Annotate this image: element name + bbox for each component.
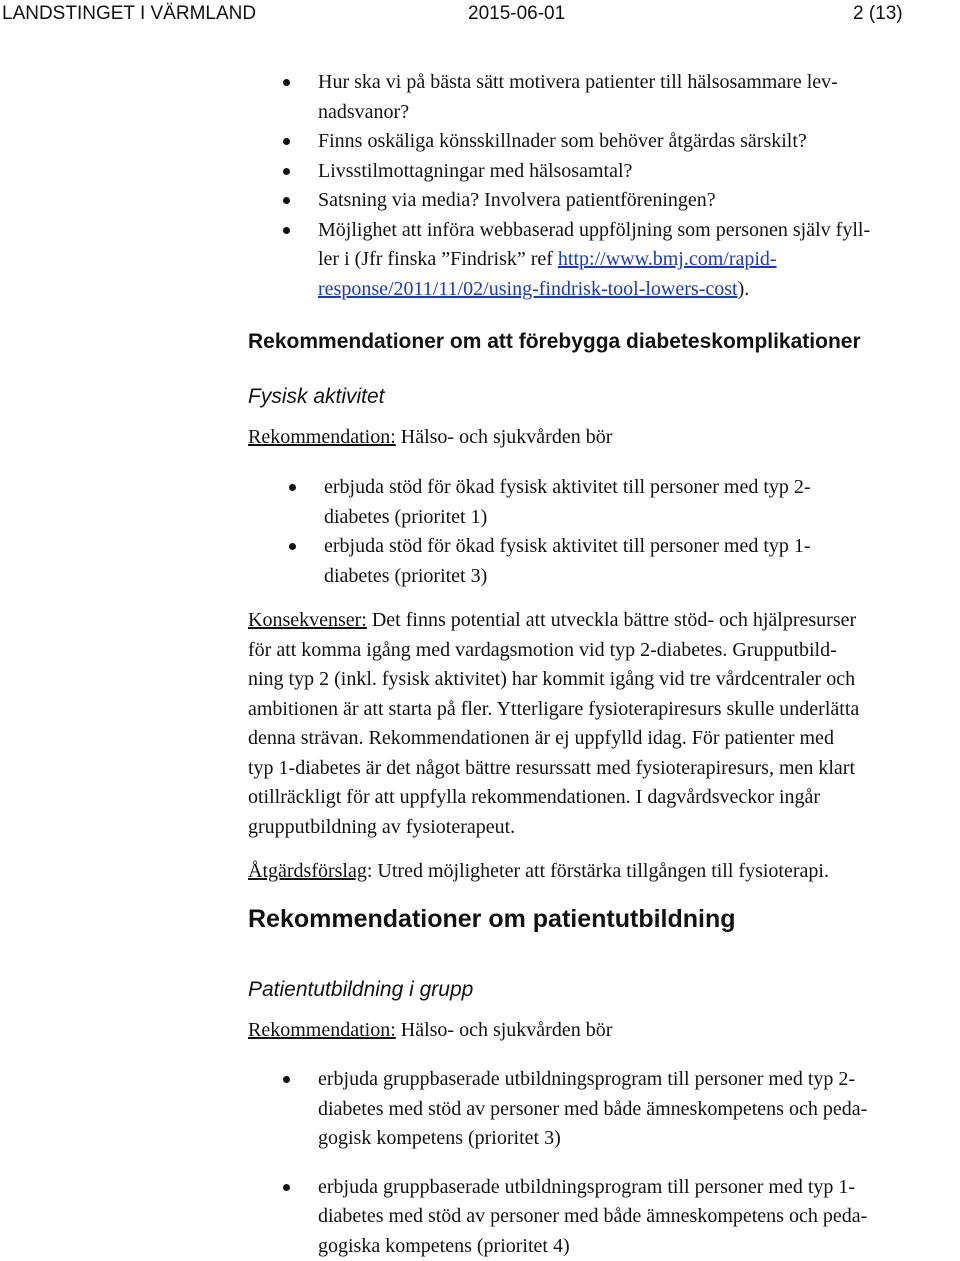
paragraph-line: ambitionen är att starta på fler. Ytterligare fysioterapiresurs skulle underlätta <box>248 695 958 725</box>
bullet-icon <box>283 197 290 204</box>
paragraph-line: otillräckligt för att uppfylla rekommendationen. I dagvårdsveckor ingår <box>248 783 958 813</box>
paragraph-line: Det finns potential att utveckla bättre stöd- och hjälpresurser <box>367 609 856 631</box>
list-item-text: diabetes (prioritet 3) <box>324 562 954 592</box>
header-organization: LANDSTINGET I VÄRMLAND <box>2 3 256 25</box>
list-item-text: Hur ska vi på bästa sätt motivera patienter till hälsosammare lev- <box>318 68 958 98</box>
recommendation-text: Hälso- och sjukvården bör <box>396 1019 613 1041</box>
findrisk-link-part2[interactable]: response/2011/11/02/using-findrisk-tool-lowers-cost <box>318 278 738 300</box>
subheading-group-education: Patientutbildning i grupp <box>248 978 473 1002</box>
findrisk-text: ler i (Jfr finska ”Findrisk” ref <box>318 248 558 270</box>
action-proposal <box>248 857 829 887</box>
list-item-text: Satsning via media? Involvera patientföreningen? <box>318 186 958 216</box>
action-proposal-label: Åtgärdsförslag <box>248 860 367 882</box>
subheading-physical-activity: Fysisk aktivitet <box>248 385 385 409</box>
list-item <box>318 157 958 187</box>
list-item-text: diabetes med stöd av personer med både ämneskompetens och peda- <box>318 1095 958 1125</box>
section-heading-complications: Rekommendationer om att förebygga diabeteskomplikationer <box>248 330 861 354</box>
bullet-icon <box>289 543 296 550</box>
list-item <box>324 473 954 532</box>
list-item-text: nadsvanor? <box>318 98 958 128</box>
list-item-text: diabetes med stöd av personer med både ämneskompetens och peda- <box>318 1202 958 1232</box>
list-item <box>318 68 958 127</box>
list-item-text: Finns oskäliga könsskillnader som behöver åtgärdas särskilt? <box>318 127 958 157</box>
list-item-text: gogiska kompetens (prioritet 4) <box>318 1232 958 1261</box>
list-item <box>324 532 954 591</box>
list-item-text: erbjuda stöd för ökad fysisk aktivitet till personer med typ 2- <box>324 473 954 503</box>
list-item-text: diabetes (prioritet 1) <box>324 503 954 533</box>
paragraph-line: grupputbildning av fysioterapeut. <box>248 813 958 843</box>
findrisk-link-part1[interactable]: http://www.bmj.com/rapid- <box>558 248 777 270</box>
list-item <box>318 1173 958 1261</box>
consequences-paragraph <box>248 606 958 842</box>
list-item <box>318 186 958 216</box>
consequences-label: Konsekvenser: <box>248 609 367 631</box>
list-item-text: gogisk kompetens (prioritet 3) <box>318 1124 958 1154</box>
physical-activity-bullet-list <box>324 473 954 591</box>
bullet-icon <box>283 227 290 234</box>
bullet-icon <box>283 1184 290 1191</box>
recommendation-label: Rekommendation: <box>248 426 396 448</box>
page-header <box>0 3 960 25</box>
list-item <box>318 1065 958 1154</box>
header-page-number: 2 (13) <box>853 3 903 25</box>
list-item-text: Livsstilmottagningar med hälsosamtal? <box>318 157 958 187</box>
bullet-icon <box>283 168 290 175</box>
list-item-text: Möjlighet att införa webbaserad uppföljning som personen själv fyll- <box>318 216 958 246</box>
recommendation-line <box>248 423 612 453</box>
list-item-text: erbjuda stöd för ökad fysisk aktivitet till personer med typ 1- <box>324 532 954 562</box>
findrisk-line-2 <box>318 275 958 305</box>
action-proposal-text: : Utred möjligheter att förstärka tillgången till fysioterapi. <box>367 860 829 882</box>
bullet-icon <box>289 484 296 491</box>
findrisk-line <box>318 245 958 275</box>
list-item <box>318 127 958 157</box>
patient-education-bullet-list <box>318 1065 958 1261</box>
bullet-icon <box>283 1076 290 1083</box>
header-date: 2015-06-01 <box>468 3 565 25</box>
findrisk-end: ). <box>738 278 750 300</box>
recommendation-line-2 <box>248 1016 612 1046</box>
intro-bullet-list <box>318 68 958 304</box>
bullet-icon <box>283 79 290 86</box>
paragraph-line: ning typ 2 (inkl. fysisk aktivitet) har kommit igång vid tre vårdcentraler och <box>248 665 958 695</box>
list-item-text: erbjuda gruppbaserade utbildningsprogram till personer med typ 2- <box>318 1065 958 1095</box>
recommendation-label: Rekommendation: <box>248 1019 396 1041</box>
paragraph-line: denna strävan. Rekommendationen är ej uppfylld idag. För patienter med <box>248 724 958 754</box>
list-item-text: erbjuda gruppbaserade utbildningsprogram till personer med typ 1- <box>318 1173 958 1203</box>
paragraph-line: typ 1-diabetes är det något bättre resurssatt med fysioterapiresurs, men klart <box>248 754 958 784</box>
paragraph-line: för att komma igång med vardagsmotion vid typ 2-diabetes. Grupputbild- <box>248 636 958 666</box>
bullet-icon <box>283 138 290 145</box>
section-heading-patient-education: Rekommendationer om patientutbildning <box>248 905 736 934</box>
recommendation-text: Hälso- och sjukvården bör <box>396 426 613 448</box>
list-item <box>318 216 958 305</box>
